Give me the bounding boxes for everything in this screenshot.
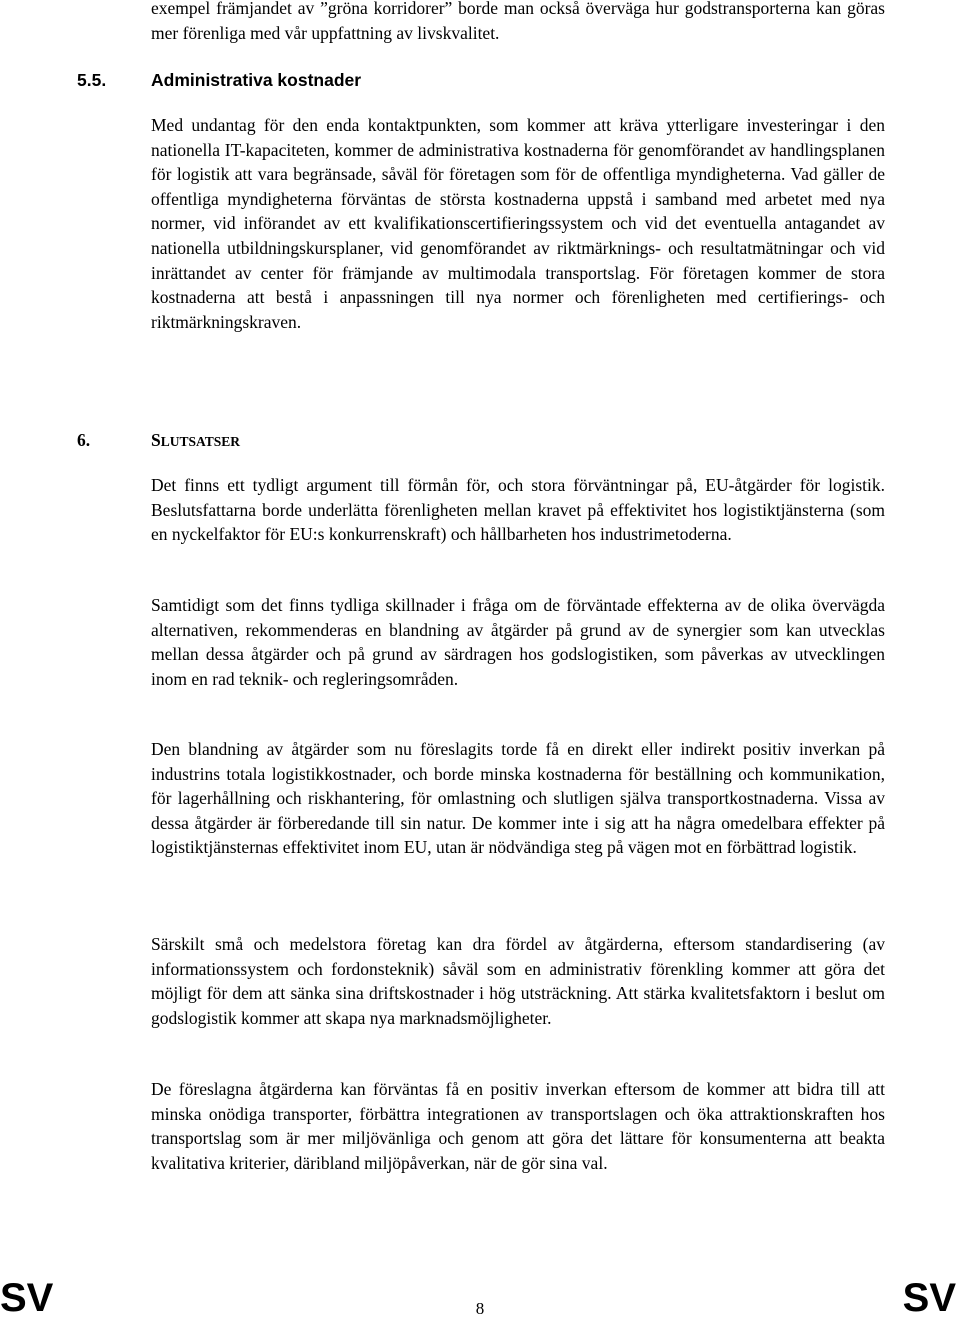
section-5-5-paragraph: Med undantag för den enda kontaktpunkten, som kommer att kräva ytterligare investeringar i den nationella IT-kapaciteten, kommer de administrativa kostnaderna för genomförandet av handlingsplanen för logistik att vara begränsade, såväl för företagen som för de offentliga myndigheterna. Vad gäller de offentliga myndigheterna förväntas de största kostnaderna uppstå i samband med arbetet med nya normer, vid införandet av ett kvalifikationscertifieringssystem och vid det eventuella antagandet av nationella utbildningskursplaner, vid genomförandet av riktmärknings- och resultatmätningar och vid inrättandet av center för främjande av multimodala transportslag. För företagen kommer de stora kostnaderna att bestå i anpassningen till nya normer och förenligheten med certifierings- och riktmärkningskraven. xyxy=(151,115,885,332)
conclusion-paragraph-1: Det finns ett tydligt argument till förmån för, och stora förväntningar på, EU-åtgärder för logistik. Beslutsfattarna borde underlätta förenligheten mellan kravet på effektivitet hos logistiktjänsterna (som en nyckelfaktor för EU:s konkurrenskraft) och hållbarheten hos industrimetoderna. xyxy=(151,475,885,545)
section-6-number: 6. xyxy=(77,430,91,450)
section-6-title-first: S xyxy=(151,430,161,450)
section-5-5-number: 5.5. xyxy=(77,70,107,90)
conclusion-paragraph-3: Den blandning av åtgärder som nu föreslagits torde få en direkt eller indirekt positiv inverkan på industrins totala logistikkostnader, och borde minska kostnaderna för beställning och kommunikation, för lagerhållning och riskhantering, för omlastning och slutligen själva transportkostnaderna. Vissa av dessa åtgärder är förberedande till sin natur. De kommer inte i sig att ha några omedelbara effekter på logistiktjänsternas effektivitet inom EU, utan är nödvändiga steg på vägen mot en förbättrad logistik. xyxy=(151,739,885,858)
conclusion-paragraph-4: Särskilt små och medelstora företag kan dra fördel av åtgärderna, eftersom standardisering (av informationssystem och fordonsteknik) såväl som en administrativ förenkling kommer att göra det möjligt för dem att sänka sina driftskostnader i hög utsträckning. Att stärka kvalitetsfaktorn i beslut om godslogistik kommer att skapa nya marknadsmöjligheter. xyxy=(151,934,885,1028)
section-5-5-title: Administrativa kostnader xyxy=(151,70,362,90)
page-number: 8 xyxy=(475,1299,485,1318)
conclusion-paragraph-2: Samtidigt som det finns tydliga skillnader i fråga om de förväntade effekterna av de olika övervägda alternativen, rekommenderas en blandning av åtgärder på grund av de synergier som kan utvecklas mellan dessa åtgärder och på grund av särdragen hos godslogistiken, som påverkas av utvecklingen inom en rad teknik- och regleringsområden. xyxy=(151,595,885,689)
conclusion-paragraph-5: De föreslagna åtgärderna kan förväntas få en positiv inverkan eftersom de kommer att bidra till att minska onödiga transporter, förbättra integrationen av transportslagen och öka attraktionskraften hos transportslag som är mer miljövänliga och genom att göra det lättare för konsumenterna att beakta kvalitativa kriterier, däribland miljöpåverkan, när de gör sina val. xyxy=(151,1079,885,1173)
section-6-title-rest: LUTSATSER xyxy=(160,434,241,449)
footer-language-left: SV xyxy=(0,1276,54,1320)
footer-language-right: SV xyxy=(902,1276,956,1320)
intro-paragraph: exempel främjandet av ”gröna korridorer” borde man också överväga hur godstransporterna kan göras mer förenliga med vår uppfattning av livskvalitet. xyxy=(151,0,885,43)
section-6-title xyxy=(151,428,240,454)
